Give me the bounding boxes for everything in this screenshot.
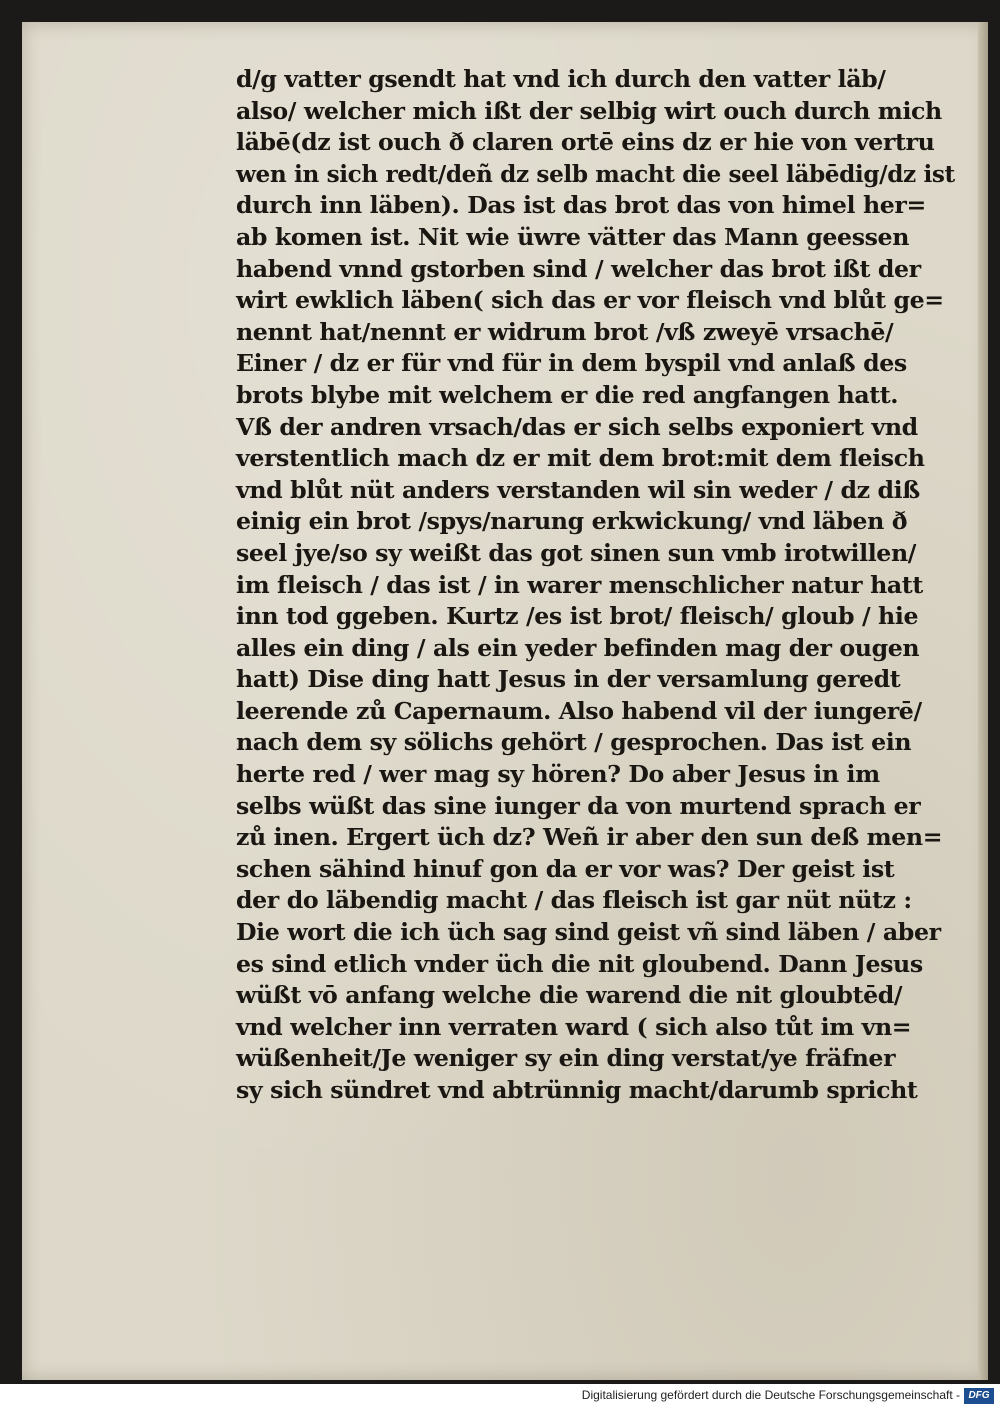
- text-line: nennt hat/nennt er widrum brot /vß zweyē vrsachē/: [236, 317, 894, 346]
- footer: [0, 1384, 1000, 1408]
- text-line: sy sich sündret vnd abtrünnig macht/darumb spricht: [236, 1076, 918, 1104]
- page-edge: [978, 22, 988, 1380]
- text-line: der do läbendig macht / das fleisch ist gar nüt nütz :: [236, 886, 912, 915]
- text-line: brots blybe mit welchem er die red angfangen hatt.: [236, 380, 899, 409]
- text-line: durch inn läben). Das ist das brot das von himel her=: [236, 191, 926, 220]
- text-line: selbs wüßt das sine iunger da von murtend sprach er: [236, 791, 921, 820]
- text-line: seel jye/so sy weißt das got sinen sun vmb irotwillen/: [236, 538, 916, 567]
- text-line: es sind etlich vnder üch die nit gloubend. Dann Jesus: [236, 949, 923, 978]
- text-line: habend vnnd gstorben sind / welcher das brot ißt der: [236, 254, 921, 283]
- text-line: wirt ewklich läben( sich das er vor fleisch vnd blůt ge=: [236, 286, 944, 315]
- text-line: Einer / dz er für vnd für in dem byspil vnd anlaß des: [236, 349, 907, 378]
- text-line: zů inen. Ergert üch dz? Weñ ir aber den sun deß men=: [236, 823, 943, 852]
- text-line: wen in sich redt/deñ dz selb macht die seel läbēdig/dz ist: [236, 160, 955, 188]
- text-line: wüßt vō anfang welche die warend die nit gloubtēd/: [236, 981, 903, 1010]
- text-line: also/ welcher mich ißt der selbig wirt ouch durch mich: [236, 96, 942, 125]
- text-line: wüßenheit/Je weniger sy ein ding verstat/ye fräfner: [236, 1044, 896, 1073]
- text-line: herte red / wer mag sy hören? Do aber Jesus in im: [236, 760, 880, 789]
- text-line: vnd blůt nüt anders verstanden wil sin weder / dz diß: [236, 475, 920, 504]
- text-line: ab komen ist. Nit wie üwre vätter das Mann geessen: [236, 222, 909, 251]
- text-line: Die wort die ich üch sag sind geist vñ sind läben / aber: [236, 918, 941, 947]
- text-line: alles ein ding / als ein yeder befinden mag der ougen: [236, 633, 920, 662]
- text-line: verstentlich mach dz er mit dem brot:mit dem fleisch: [236, 444, 925, 473]
- text-line: vnd welcher inn verraten ward ( sich also tůt im vn=: [236, 1012, 912, 1041]
- text-line: hatt) Dise ding hatt Jesus in der versamlung geredt: [236, 665, 901, 694]
- text-line: läbē(dz ist ouch ð claren ortē eins dz er hie von vertru: [236, 128, 935, 157]
- text-line: nach dem sy sölichs gehört / gesprochen. Das ist ein: [236, 728, 912, 757]
- text-line: leerende zů Capernaum. Also habend vil der iungerē/: [236, 696, 922, 725]
- text-line: einig ein brot /spys/narung erkwickung/ vnd läben ð: [236, 507, 908, 536]
- text-line: schen sähind hinuf gon da er vor was? Der geist ist: [236, 854, 895, 883]
- text-line: inn tod ggeben. Kurtz /es ist brot/ fleisch/ gloub / hie: [236, 602, 919, 631]
- text-line: im fleisch / das ist / in warer menschlicher natur hatt: [236, 570, 923, 599]
- dfg-logo: DFG: [964, 1388, 994, 1404]
- footer-credit: Digitalisierung gefördert durch die Deutsche Forschungsgemeinschaft -: [581, 1388, 960, 1402]
- text-line: d/g vatter gsendt hat vnd ich durch den vatter läb/: [236, 65, 886, 93]
- text-line: Vß der andren vrsach/das er sich selbs exponiert vnd: [236, 412, 918, 441]
- text-block: [236, 64, 966, 1107]
